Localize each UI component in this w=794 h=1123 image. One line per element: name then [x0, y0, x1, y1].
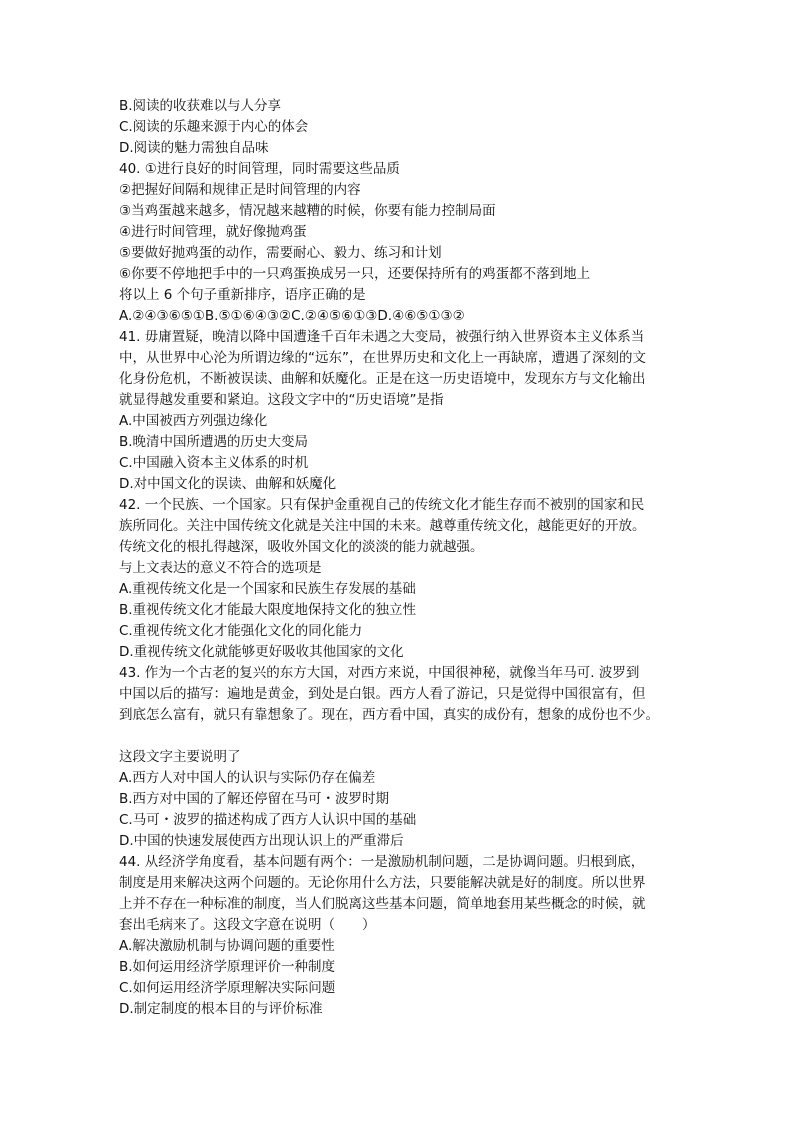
option-line: A.西方人对中国人的认识与实际仍存在偏差: [119, 770, 376, 786]
question-prompt: 将以上 6 个句子重新排序，语序正确的是: [119, 287, 366, 303]
sentence-line: ⑤要做好抛鸡蛋的动作，需要耐心、毅力、练习和计划: [119, 245, 442, 261]
option-line: D.中国的快速发展使西方出现认识上的严重滞后: [119, 833, 404, 849]
option-line: C.阅读的乐趣来源于内心的体会: [119, 119, 309, 135]
paragraph-line: 族所同化。关注中国传统文化就是关注中国的未来。越尊重传统文化，越能更好的开放。: [119, 518, 646, 534]
option-line: B.重视传统文化才能最大限度地保持文化的独立性: [119, 602, 417, 618]
paragraph-line: 制度是用来解决这两个问题的。无论你用什么方法，只要能解决就是好的制度。所以世界: [119, 875, 646, 891]
option-line: D.制定制度的根本目的与评价标准: [119, 1001, 323, 1017]
option-line: C.马可・波罗的描述构成了西方人认识中国的基础: [119, 812, 417, 828]
option-line: B.阅读的收获难以与人分享: [119, 98, 282, 114]
paragraph-line: 传统文化的根扎得越深，吸收外国文化的淡淡的能力就越强。: [119, 539, 484, 555]
paragraph-line: 套出毛病来了。这段文字意在说明（ ）: [119, 917, 376, 933]
option-line: A.中国被西方列强边缘化: [119, 413, 268, 429]
option-line: B.西方对中国的了解还停留在马可・波罗时期: [119, 791, 390, 807]
question-prompt: 这段文字主要说明了: [119, 749, 241, 765]
option-line: D.对中国文化的误读、曲解和妖魔化: [119, 476, 337, 492]
option-line: A.②④③⑥⑤①B.⑤①⑥④③②C.②④⑤⑥①③D.④⑥⑤①③②: [119, 308, 465, 324]
question-prompt: 与上文表达的意义不符合的选项是: [119, 560, 322, 576]
option-line: C.重视传统文化才能强化文化的同化能力: [119, 623, 363, 639]
paragraph-line: 中，从世界中心沦为所谓边缘的“远东”，在世界历史和文化上一再缺席，遭遇了深刻的文: [119, 350, 646, 366]
sentence-line: ③当鸡蛋越来越多，情况越来越糟的时候，你要有能力控制局面: [119, 203, 496, 219]
paragraph-line: 到底怎么富有，就只有靠想象了。现在，西方看中国，真实的成份有，想象的成份也不少。: [119, 707, 659, 723]
sentence-line: ②把握好间隔和规律正是时间管理的内容: [119, 182, 361, 198]
sentence-line: ④进行时间管理，就好像抛鸡蛋: [119, 224, 307, 240]
paragraph-line: 上并不存在一种标准的制度，当人们脱离这些基本问题，简单地套用某些概念的时候，就: [119, 896, 646, 912]
paragraph-line: 中国以后的描写：遍地是黄金，到处是白银。西方人看了游记，只是觉得中国很富有，但: [119, 686, 646, 702]
option-line: C.中国融入资本主义体系的时机: [119, 455, 309, 471]
question-43-stem: 43. 作为一个古老的复兴的东方大国，对西方来说，中国很神秘，就像当年马可. 波罗到: [119, 665, 640, 681]
question-41-stem: 41. 毋庸置疑，晚清以降中国遭逢千百年未遇之大变局，被强行纳入世界资本主义体系当: [119, 329, 645, 345]
option-line: A.重视传统文化是一个国家和民族生存发展的基础: [119, 581, 416, 597]
option-line: D.重视传统文化就能够更好吸收其他国家的文化: [119, 644, 404, 660]
option-line: C.如何运用经济学原理解决实际问题: [119, 980, 336, 996]
option-line: A.解决激励机制与协调问题的重要性: [119, 938, 335, 954]
question-42-stem: 42. 一个民族、一个国家。只有保护金重视自己的传统文化才能生存而不被别的国家和民: [119, 497, 645, 513]
sentence-line: ⑥你要不停地把手中的一只鸡蛋换成另一只，还要保持所有的鸡蛋都不落到地上: [119, 266, 591, 282]
paragraph-line: 化身份危机，不断被误读、曲解和妖魔化。正是在这一历史语境中，发现东方与文化输出: [119, 371, 646, 387]
question-40-stem: 40. ①进行良好的时间管理，同时需要这些品质: [119, 161, 400, 177]
option-line: D.阅读的魅力需独自品味: [119, 140, 269, 156]
option-line: B.晚清中国所遭遇的历史大变局: [119, 434, 309, 450]
option-line: B.如何运用经济学原理评价一种制度: [119, 959, 336, 975]
question-44-stem: 44. 从经济学角度看，基本问题有两个：一是激励机制问题，二是协调问题。归根到底，: [119, 854, 645, 870]
paragraph-line: 就显得越发重要和紧迫。这段文字中的“历史语境”是指: [119, 392, 444, 408]
